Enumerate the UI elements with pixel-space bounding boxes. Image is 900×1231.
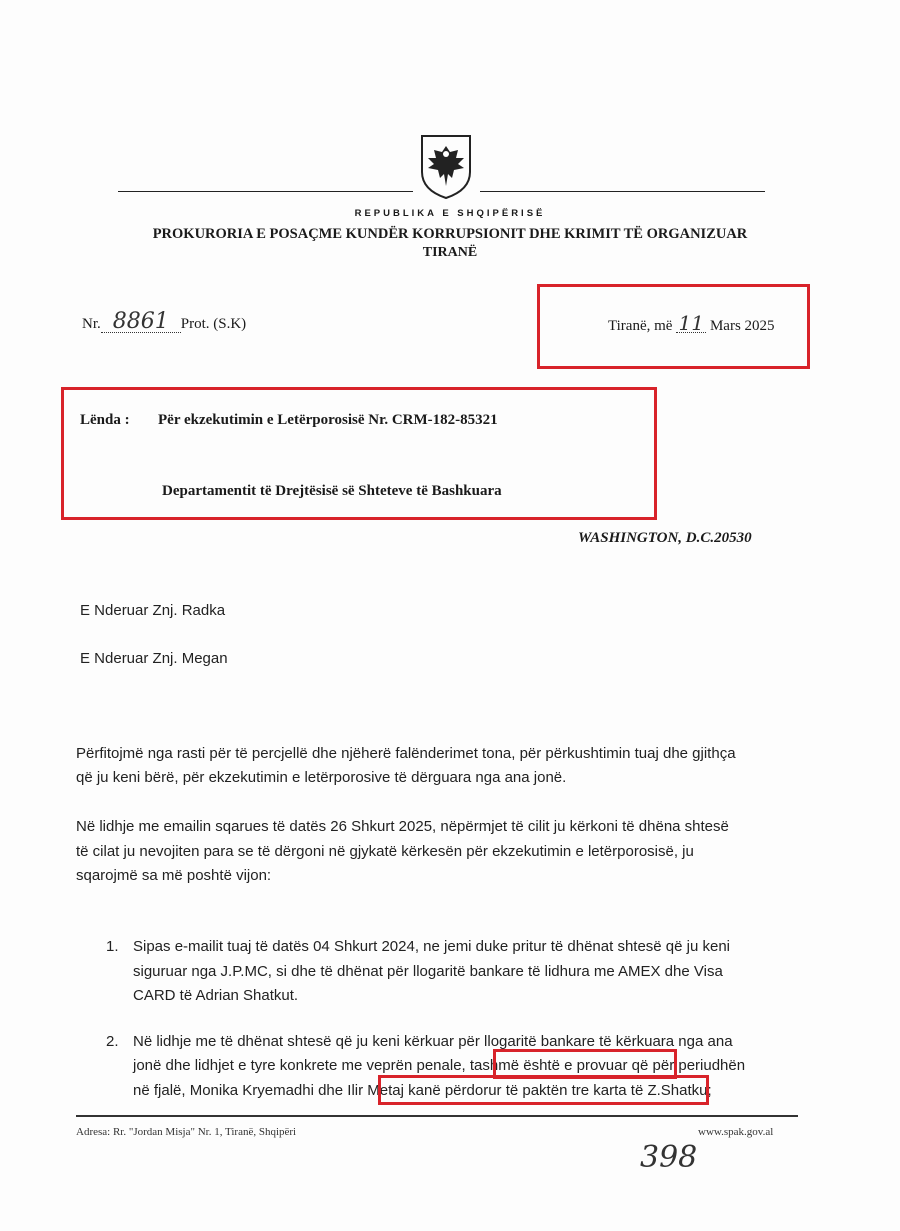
office-city: TIRANË: [422, 245, 478, 260]
albanian-eagle-emblem-icon: [418, 132, 474, 200]
page-number-handwritten: 398: [640, 1140, 698, 1175]
line-2-part-c: që për periudhën: [631, 1057, 746, 1074]
subject-text: Për ekzekutimin e Letërporosisë Nr. CRM-182-85321: [158, 412, 498, 428]
paragraph-1-line-1: Përfitojmë nga rasti për të percjellë dhe njëherë falënderimet tona, për përkushtimin tuaj dhe gjithça: [76, 745, 736, 762]
prot-label: Prot. (S.K): [180, 316, 247, 332]
salutation-radka: E Nderuar Znj. Radka: [80, 602, 226, 619]
cards-highlight-box: [378, 1075, 709, 1105]
date-suffix: Mars 2025: [709, 318, 775, 334]
country-name: REPUBLIKA E SHQIPËRISË: [354, 208, 546, 219]
nr-handwritten: 8861: [101, 312, 181, 333]
line-3-highlighted: Ilir Metaj kanë përdorur të paktën tre karta: [347, 1082, 627, 1099]
paragraph-2-line-1: Në lidhje me emailin sqarues të datës 26 Shkurt 2025, nëpërmjet të cilit ju kërkoni të dhëna shtesë: [76, 818, 729, 835]
date-day-handwritten: 11: [676, 314, 706, 333]
header-rule-right: [480, 191, 765, 192]
list-item-2-line-1: Në lidhje me të dhënat shtesë që ju keni kërkuar për llogaritë bankare të kërkuara nga ana: [133, 1033, 733, 1050]
list-item-2-number: 2.: [106, 1033, 119, 1050]
paragraph-2-line-3: sqarojmë sa më poshtë vijon:: [76, 867, 272, 884]
date-highlight-box: [537, 284, 810, 369]
subject-label: Lënda :: [80, 412, 130, 428]
header-rule-left: [118, 191, 413, 192]
list-item-1-line-1: Sipas e-mailit tuaj të datës 04 Shkurt 2024, ne jemi duke pritur të dhënat shtesë që ju keni: [133, 938, 731, 955]
salutation-megan: E Nderuar Znj. Megan: [80, 650, 228, 667]
list-item-1-line-2: siguruar nga J.P.MC, si dhe të dhënat për llogaritë bankare të lidhura me AMEX dhe Visa: [133, 963, 723, 980]
subject-recipient: Departamentit të Drejtësisë së Shteteve të Bashkuara: [162, 483, 502, 499]
list-item-1-number: 1.: [106, 938, 119, 955]
date-prefix: Tiranë, më: [608, 318, 673, 334]
footer-address: Adresa: Rr. "Jordan Misja" Nr. 1, Tiranë, Shqipëri: [76, 1126, 297, 1138]
subject-highlight-box: [61, 387, 657, 520]
footer-website: www.spak.gov.al: [698, 1126, 774, 1138]
paragraph-2-line-2: të cilat ju nevojiten para se të dërgoni në gjykatë kërkesën për ekzekutimin e letërporosisë, ju: [76, 843, 694, 860]
line-2-highlighted: tashmë është e provuar: [469, 1057, 628, 1074]
line-3-part-a: në fjalë, Monika Kryemadhi dhe: [133, 1082, 344, 1099]
recipient-location: WASHINGTON, D.C.20530: [578, 530, 752, 546]
office-name: PROKURORIA E POSAÇME KUNDËR KORRUPSIONIT DHE KRIMIT TË ORGANIZUAR: [152, 226, 748, 242]
nr-label: Nr.: [82, 316, 101, 332]
line-3-part-c: të Z.Shatku;: [630, 1082, 712, 1099]
paragraph-1-line-2: që ju keni bërë, për ekzekutimin e letërporosive të dërguara nga ana jonë.: [76, 769, 567, 786]
reference-number: [82, 309, 247, 334]
line-2-part-a: jonë dhe lidhjet e tyre konkrete me veprën penale,: [133, 1057, 466, 1074]
footer-rule: [76, 1115, 798, 1117]
list-item-1-line-3: CARD të Adrian Shatkut.: [133, 987, 299, 1004]
